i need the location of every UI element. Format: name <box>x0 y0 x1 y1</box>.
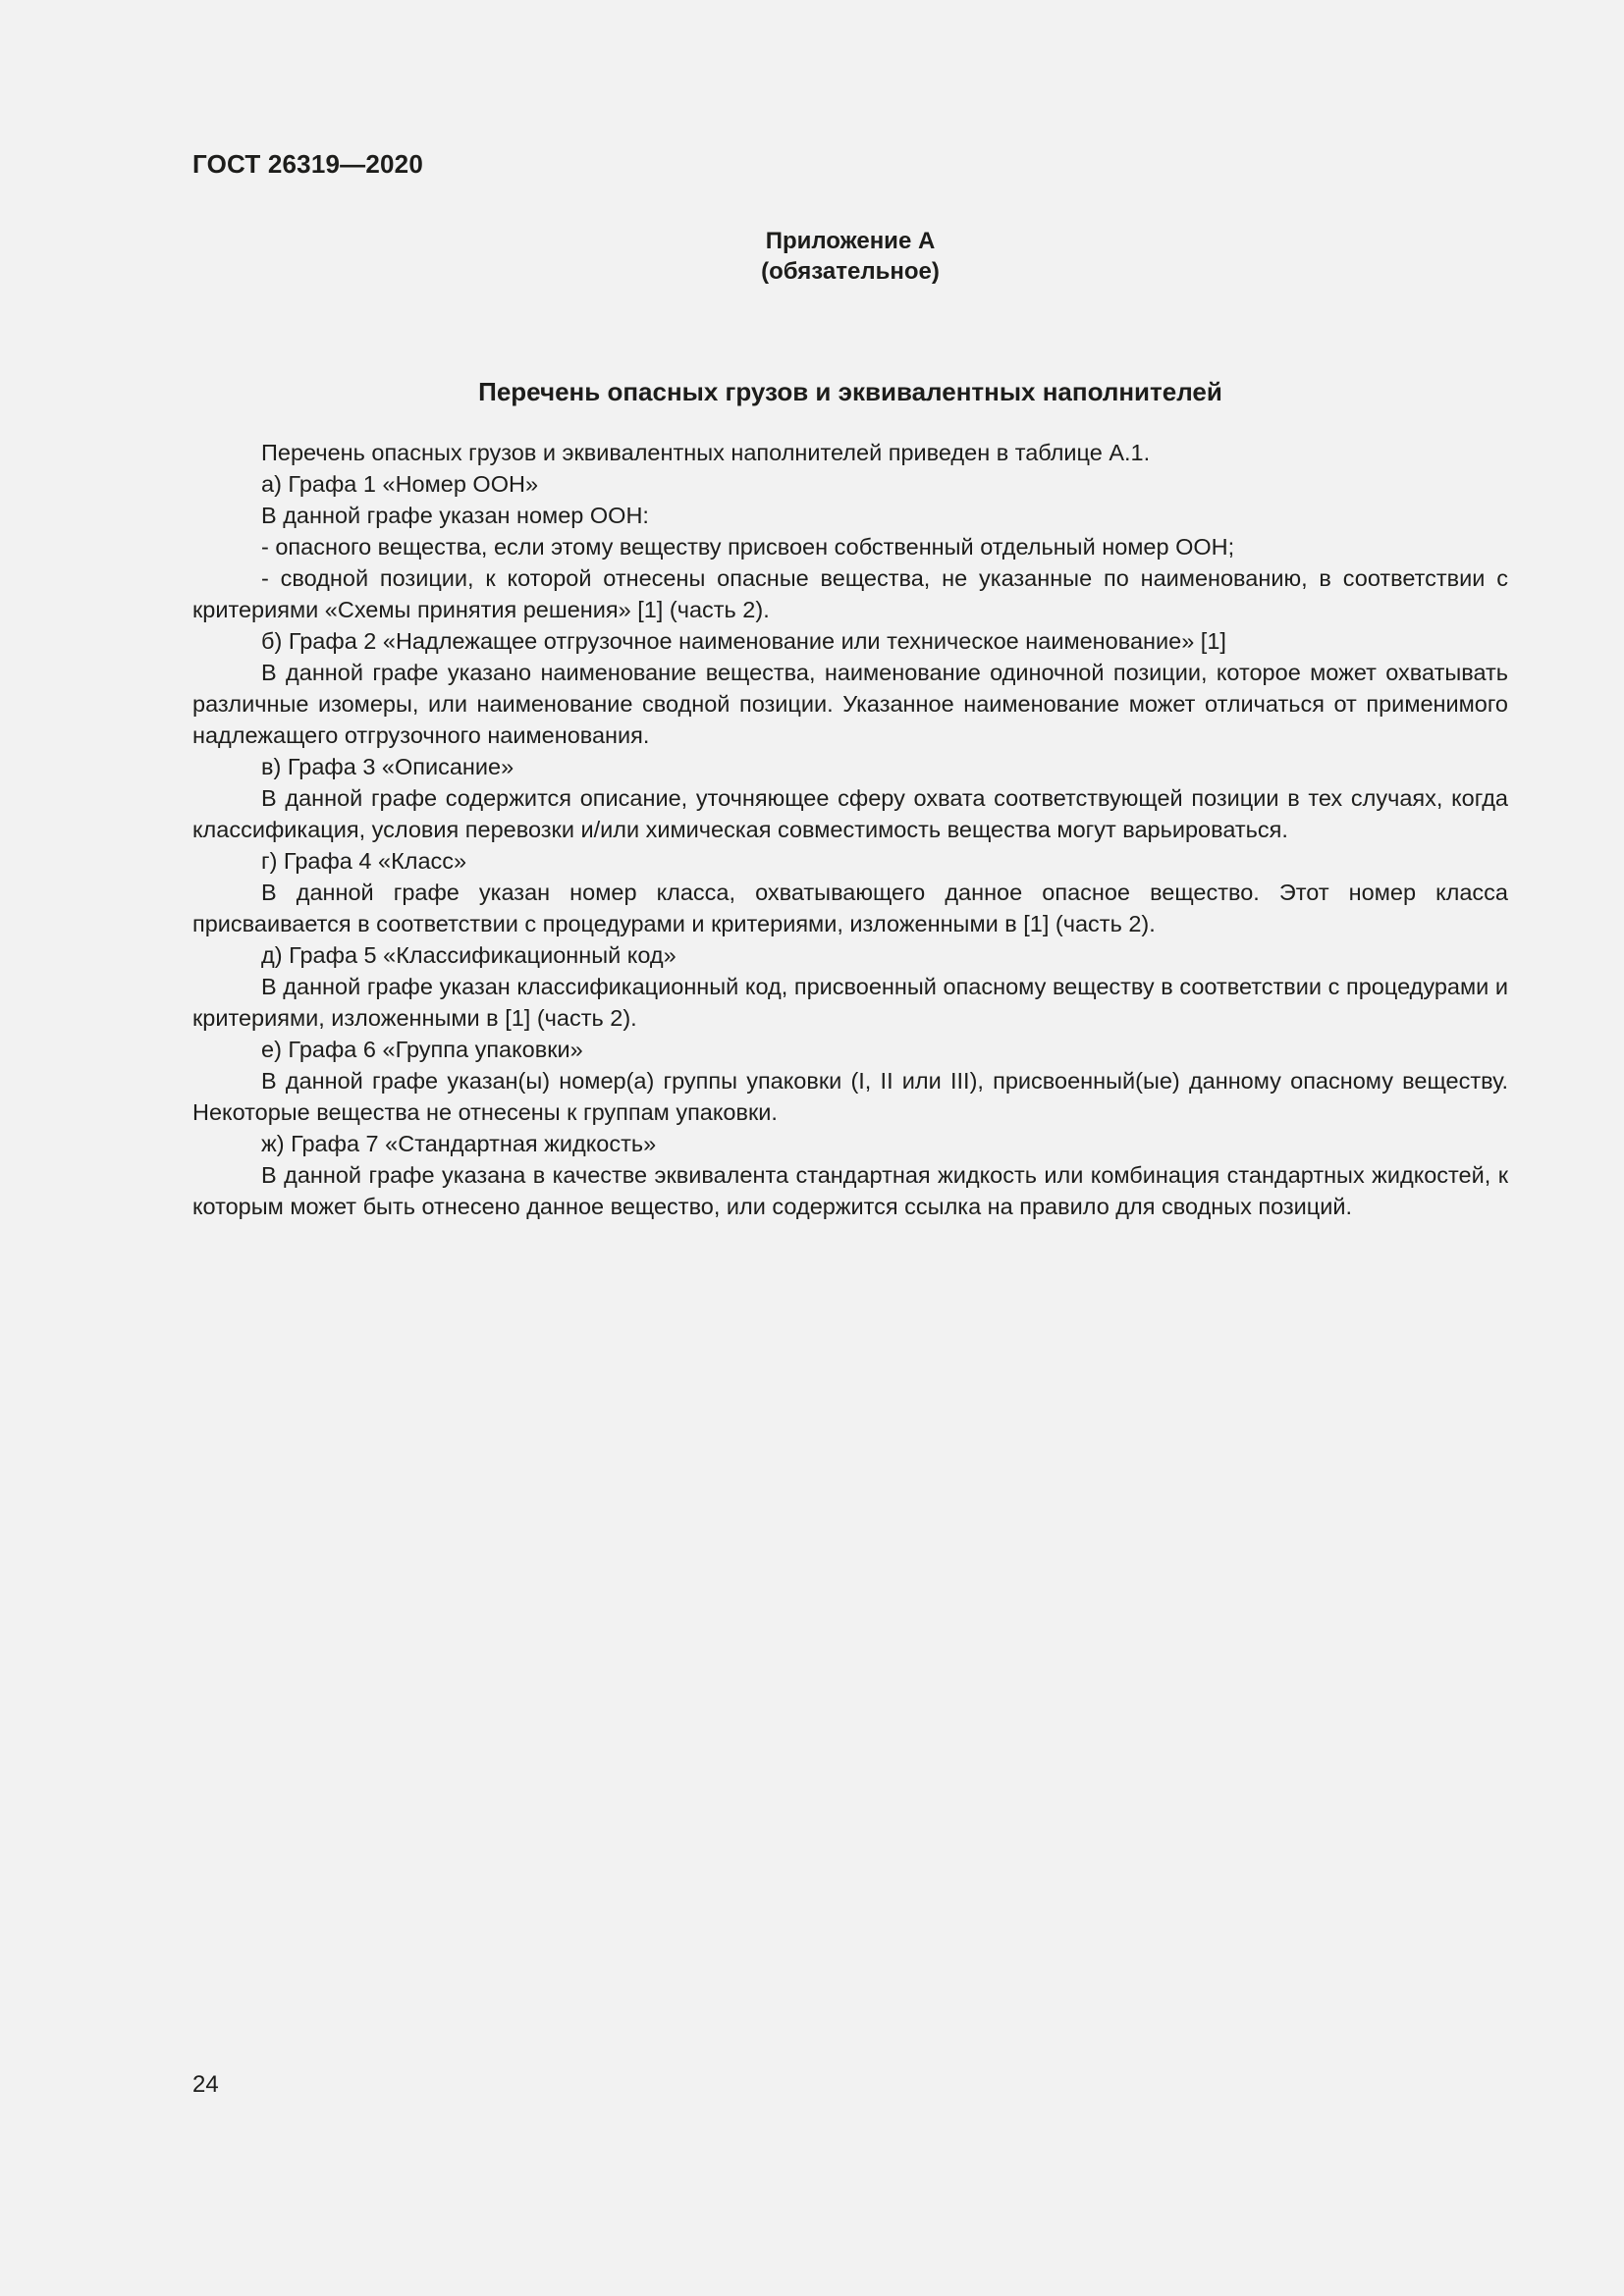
paragraph: В данной графе указан(ы) номер(а) группы упаковки (I, II или III), присвоенный(ые) данному опасному веществу. Некоторые вещества не отнесены к группам упаковки. <box>192 1068 1508 1125</box>
appendix-title: Приложение А <box>765 228 936 254</box>
paragraph-intro: Перечень опасных грузов и эквивалентных наполнителей приведен в таблице А.1. <box>261 440 1151 465</box>
paragraph: В данной графе указан номер класса, охватывающего данное опасное вещество. Этот номер класса присваивается в соответствии с процедурами и критериями, изложенными в [1] (часть 2). <box>192 880 1508 936</box>
section-title: Перечень опасных грузов и эквивалентных наполнителей <box>478 377 1222 406</box>
list-item: - опасного вещества, если этому веществу присвоен собственный отдельный номер ООН; <box>261 534 1235 560</box>
item-heading-b: б) Графа 2 «Надлежащее отгрузочное наименование или техническое наименование» [1] <box>261 628 1226 654</box>
item-heading-d: д) Графа 5 «Классификационный код» <box>261 942 677 968</box>
paragraph: В данной графе указано наименование вещества, наименование одиночной позиции, которое может охватывать различные изомеры, или наименование сводной позиции. Указанное наименование может отличаться от применимого надлежащего отгрузочного наименования. <box>192 660 1508 748</box>
appendix-status: (обязательное) <box>761 258 940 285</box>
item-heading-g: г) Графа 4 «Класс» <box>261 848 467 874</box>
item-heading-e: е) Графа 6 «Группа упаковки» <box>261 1037 583 1062</box>
item-heading-a: а) Графа 1 «Номер ООН» <box>261 471 539 497</box>
paragraph: В данной графе содержится описание, уточняющее сферу охвата соответствующей позиции в тех случаях, когда классификация, условия перевозки и/или химическая совместимость вещества могут варьироваться. <box>192 785 1508 842</box>
paragraph: В данной графе указан номер ООН: <box>261 503 649 528</box>
item-heading-zh: ж) Графа 7 «Стандартная жидкость» <box>261 1131 657 1156</box>
paragraph: В данной графе указана в качестве эквивалента стандартная жидкость или комбинация стандартных жидкостей, к которым может быть отнесено данное вещество, или содержится ссылка на правило для сводных позиций. <box>192 1162 1508 1219</box>
document-code: ГОСТ 26319—2020 <box>192 149 423 179</box>
page-number: 24 <box>192 2071 219 2098</box>
body-text <box>192 437 1508 1222</box>
paragraph: В данной графе указан классификационный код, присвоенный опасному веществу в соответствии с процедурами и критериями, изложенными в [1] (часть 2). <box>192 974 1508 1031</box>
item-heading-v: в) Графа 3 «Описание» <box>261 754 514 779</box>
list-item: - сводной позиции, к которой отнесены опасные вещества, не указанные по наименованию, в соответствии с критериями «Схемы принятия решения» [1] (часть 2). <box>192 565 1508 622</box>
